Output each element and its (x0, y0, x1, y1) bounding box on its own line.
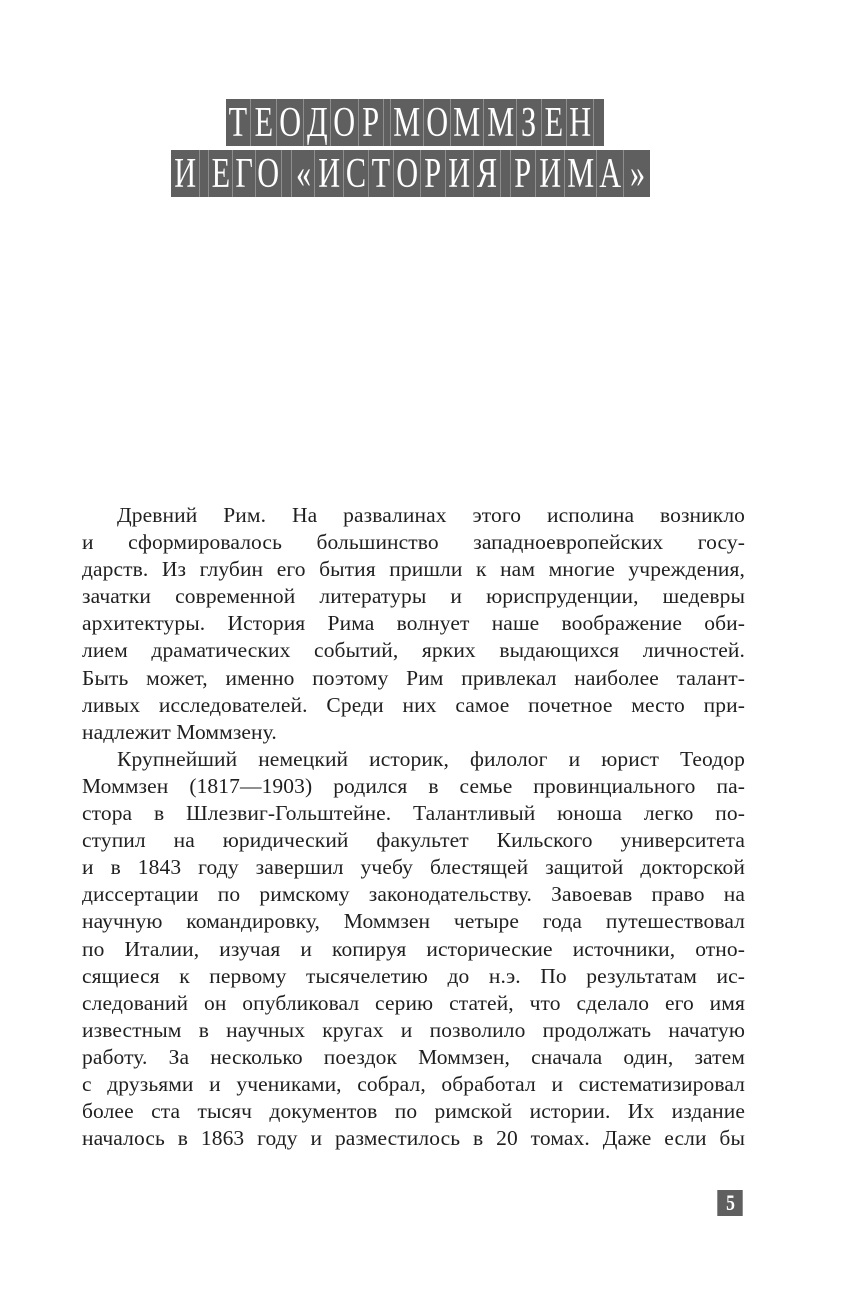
title-letter: » (629, 150, 645, 197)
title-letter: О (331, 99, 358, 146)
body-text (82, 502, 745, 1152)
page-number (717, 1190, 743, 1216)
title-space (594, 99, 604, 146)
title-letter: Г (233, 150, 255, 197)
title-letter: Е (251, 99, 276, 146)
text-line: стора в Шлезвиг-Гольштейне. Талантливый юноша легко по- (82, 801, 745, 826)
text-line: архитектуры. История Рима волнует наше воображение оби- (82, 611, 745, 636)
title-letter: И (171, 150, 200, 197)
title-letter: Я (474, 150, 501, 197)
text-line: работу. За несколько поездок Моммзен, сначала один, затем (82, 1044, 745, 1069)
text-line: диссертации по римскому законодательству. Завоевав право на (82, 882, 745, 907)
title-letter: М (391, 99, 424, 146)
text-line: научную командировку, Моммзен четыре года путешествовал (82, 909, 745, 934)
title-space (200, 150, 210, 197)
title-letter: М (451, 99, 484, 146)
title-letter: М (484, 99, 517, 146)
title-letter: И (536, 150, 565, 197)
title-letter: С (344, 150, 369, 197)
title-letter: Н (567, 99, 594, 146)
text-line: Древний Рим. На развалинах этого исполина возникло (117, 503, 745, 527)
title-letter: О (394, 150, 421, 197)
text-line: дарств. Из глубин его бытия пришли к нам многие учреждения, (82, 557, 745, 582)
title-letter: О (256, 150, 283, 197)
paragraph-1 (82, 502, 745, 746)
title-letter: Р (359, 99, 384, 146)
chapter-title-line-1 (226, 99, 604, 146)
text-line: сящиеся к первому тысячелетию до н.э. По результатам ис- (82, 963, 745, 988)
text-line: ливых исследователей. Среди них самое почетное место при- (82, 692, 745, 717)
paragraph-2 (82, 746, 745, 1152)
title-letter: М (565, 150, 598, 197)
text-line: Моммзен (1817—1903) родился в семье провинциального па- (82, 773, 745, 798)
text-line: надлежит Моммзену. (82, 719, 277, 744)
text-line: зачатки современной литературы и юриспруденции, шедевры (82, 584, 745, 609)
title-letter: Т (226, 99, 251, 146)
title-space (282, 150, 292, 197)
title-letter: Е (542, 99, 567, 146)
title-space (384, 99, 391, 146)
title-letter: А (597, 150, 624, 197)
text-line: по Италии, изучая и копируя исторические источники, отно- (82, 936, 745, 961)
text-line: Быть может, именно поэтому Рим привлекал наиболее талант- (82, 665, 745, 690)
text-line: известным в научных кругах и позволило продолжать начатую (82, 1017, 745, 1042)
text-line: лием драматических событий, ярких выдающихся личностей. (82, 638, 745, 663)
text-line: с друзьями и учениками, собрал, обработал и систематизировал (82, 1071, 745, 1096)
title-letter: Т (369, 150, 394, 197)
title-letter: И (315, 150, 344, 197)
title-letter: Д (304, 99, 331, 146)
text-line: и сформировалось большинство западноевропейских госу- (82, 530, 745, 555)
chapter-title-line-2 (171, 150, 650, 197)
title-letter: И (446, 150, 475, 197)
text-line: и в 1843 году завершил учебу блестящей защитой докторской (82, 855, 745, 880)
title-letter: Р (511, 150, 536, 197)
title-letter: О (277, 99, 304, 146)
title-space (501, 150, 511, 197)
text-line: ступил на юридический факультет Кильского университета (82, 828, 745, 853)
text-line: более ста тысяч документов по римской истории. Их издание (82, 1099, 745, 1124)
title-letter: Е (209, 150, 233, 197)
title-letter: О (424, 99, 451, 146)
text-line: Крупнейший немецкий историк, филолог и юрист Теодор (117, 746, 745, 771)
page-number-label: 5 (725, 1190, 735, 1215)
title-letter: Р (421, 150, 446, 197)
text-line: началось в 1863 году и разместилось в 20 томах. Даже если бы (82, 1126, 745, 1151)
title-letter: « (292, 150, 315, 197)
text-line: следований он опубликовал серию статей, что сделало его имя (82, 990, 745, 1015)
title-letter: З (517, 99, 541, 146)
